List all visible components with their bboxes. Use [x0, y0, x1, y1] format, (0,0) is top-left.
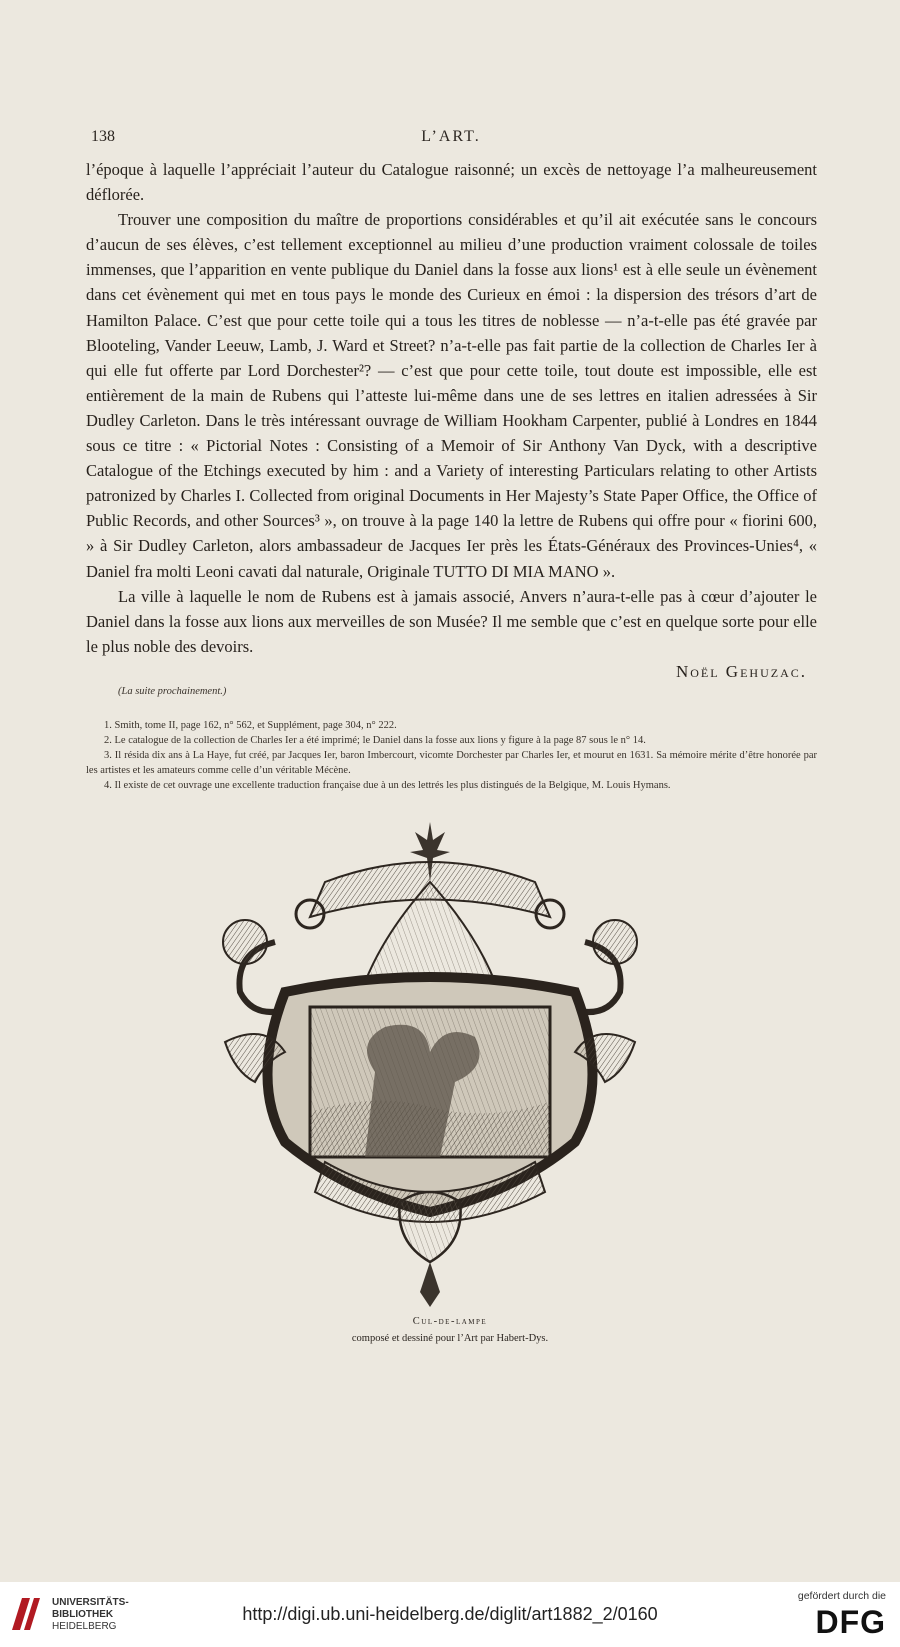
footnote-3: 3. Il résida dix ans à La Haye, fut créé, par Jacques Ier, baron Imbercourt, vicomte Dorchester par Charles Ier, et mourut en 1631. Sa mémoire mérite d’être honorée par les artistes et les amateurs comme celle d’un véritable Mécène. [86, 750, 817, 776]
footnote-1: 1. Smith, tome II, page 162, n° 562, et Supplément, page 304, n° 222. [104, 720, 397, 731]
permalink-url[interactable]: http://digi.ub.uni-heidelberg.de/diglit/art1882_2/0160 [242, 1604, 658, 1624]
article-body [86, 157, 817, 684]
footnote-2: 2. Le catalogue de la collection de Charles Ier a été imprimé; le Daniel dans la fosse aux lions y figure à la page 87 sous le n° 14. [104, 735, 646, 746]
institution-name: UNIVERSITÄTS- BIBLIOTHEK HEIDELBERG [52, 1597, 129, 1632]
dfg-logo: DFG [815, 1604, 886, 1640]
running-header [81, 128, 821, 150]
funded-by-label: gefördert durch die [797, 1590, 886, 1602]
illustration-title: Cul-de-lampe [412, 1316, 488, 1327]
illustration-credit: composé et dessiné pour l’Art par Habert-Dys. [351, 1333, 549, 1344]
paragraph-1: l’époque à laquelle l’appréciait l’auteur du Catalogue raisonné; un excès de nettoyage l’a malheureusement déflorée. [86, 160, 817, 205]
footnote-4: 4. Il existe de cet ouvrage une excellente traduction française due à un des lettrés les plus distingués de la Belgique, M. Louis Hymans. [104, 780, 671, 791]
running-title: L’ART. [421, 128, 481, 145]
page-number: 138 [91, 128, 115, 145]
author-signature: Noël Gehuzac. [675, 661, 807, 681]
paragraph-2: Trouver une composition du maître de proportions considérables et qu’il ait exécutée sans le concours d’aucun de ses élèves, c’est tellement exceptionnel au milieu d’une production vraiment colossale de toiles immenses, que l’apparition en vente publique du Daniel dans la fosse aux lions¹ est à elle seule un évènement dans cet évènement qui met en tous pays le monde des Curieux en émoi : la dispersion des trésors d’art de Hamilton Palace. C’est que pour cette toile qui a tous les titres de noblesse — n’a-t-elle pas été gravée par Blooteling, Vander Leeuw, Lamb, J. Ward et Street? n’a-t-elle pas fait partie de la collection de Charles Ier à qui elle fut offerte par Lord Dorchester²? — c’est que pour cette toile, tout doute est impossible, elle est entièrement de la main de Rubens qui l’atteste lui-même dans une de ses lettres en italien adressées à Sir Dudley Carleton. Dans le très intéressant ouvrage de William Hookham Carpenter, publié à Londres en 1844 sous ce titre : « Pictorial Notes : Consisting of a Memoir of Sir Anthony Van Dyck, with a descriptive Catalogue of the Etchings executed by him : and a Variety of interesting Particulars relating to other Artists patronized by Charles I. Collected from original Documents in Her Majesty’s State Paper Office, the Office of Public Records, and other Sources³ », on trouve à la page 140 la lettre de Rubens qui offre pour « fiorini 600, » à Sir Dudley Carleton, alors ambassadeur de Jacques Ier près les États-Généraux des Provinces-Unies⁴, « Daniel fra molti Leoni cavati dal naturale, Originale TUTTO DI MIA MANO ». [86, 210, 817, 581]
paragraph-3: La ville à laquelle le nom de Rubens est à jamais associé, Anvers n’aura-t-elle pas à cœur d’ajouter le Daniel dans la fosse aux lions aux merveilles de son Musée? Il me semble que c’est en quelque sorte pour elle le plus noble des devoirs. [86, 586, 817, 656]
continuation-note: (La suite prochainement.) [118, 686, 227, 697]
cul-de-lampe-engraving [215, 822, 645, 1307]
viewer-footer [0, 1582, 900, 1647]
footnotes [86, 718, 817, 793]
